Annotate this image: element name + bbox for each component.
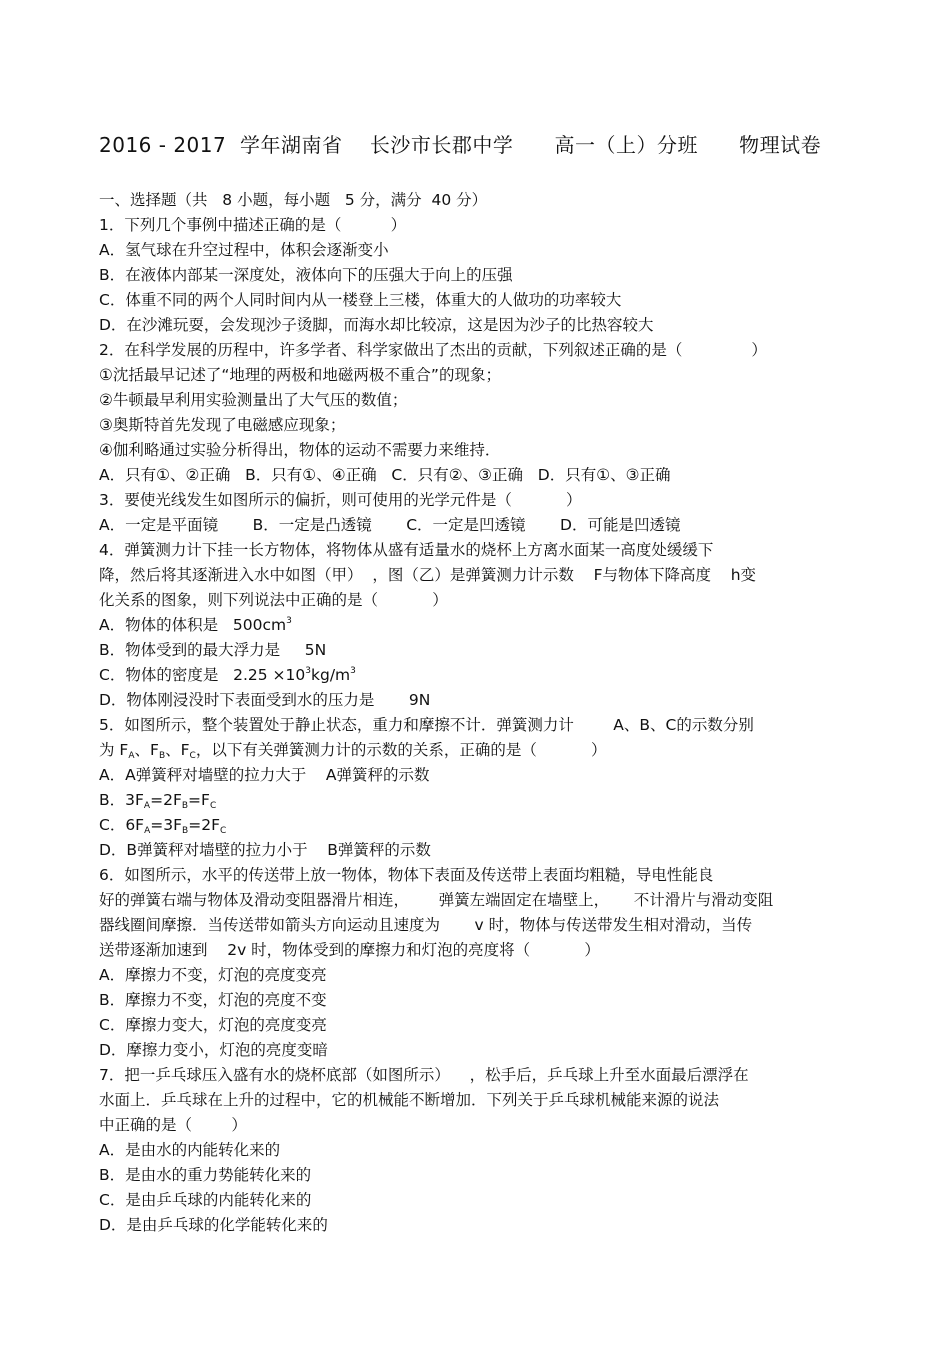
- q2-statement-3: ③奥斯特首先发现了电磁感应现象；: [99, 416, 346, 434]
- q4-stem-line-1: 4．弹簧测力计下挂一长方物体，将物体从盛有适量水的烧杯上方离水面某一高度处缓缓下: [99, 541, 714, 559]
- q7-stem-line-2: 水面上．乒乓球在上升的过程中，它的机械能不断增加．下列关于乒乓球机械能来源的说法: [99, 1091, 720, 1109]
- q4-option-c-unit-exponent: 3: [350, 666, 356, 676]
- q6-stem-line-1: 6．如图所示，水平的传送带上放一物体，物体下表面及传送带上表面均粗糙，导电性能良: [99, 866, 714, 884]
- q4-option-a-text: A．物体的体积是 500cm: [99, 616, 287, 634]
- q4-option-a: [99, 613, 889, 638]
- q5-option-b-subscript: B: [181, 801, 189, 811]
- q7-option-b: B．是由水的重力势能转化来的: [99, 1166, 312, 1184]
- q5-option-b-subscript: C: [209, 801, 217, 811]
- q5-option-b-text: B．3F: [99, 791, 144, 809]
- q7-option-c: C．是由乒乓球的内能转化来的: [99, 1191, 312, 1209]
- q4-option-c-unit: kg/m: [311, 666, 351, 684]
- q5-stem-line-2: [99, 738, 889, 763]
- q4-stem-line-3: 化关系的图象，则下列说法中正确的是（ ）: [99, 591, 448, 609]
- exam-body: [99, 188, 889, 1238]
- q2-statement-1: ①沈括最早记述了“地理的两极和地磁两极不重合”的现象；: [99, 366, 501, 384]
- q1-option-a: A．氢气球在升空过程中，体积会逐渐变小: [99, 241, 389, 259]
- q7-option-a: A．是由水的内能转化来的: [99, 1141, 281, 1159]
- exam-title: 2016 - 2017 学年湖南省 长沙市长郡中学 高一（上）分班 物理试卷: [99, 133, 822, 157]
- section-heading: 一、选择题（共 8 小题，每小题 5 分，满分 40 分）: [99, 191, 488, 209]
- q2-stem: 2．在科学发展的历程中，许多学者、科学家做出了杰出的贡献，下列叙述正确的是（ ）: [99, 341, 767, 359]
- q5-subscript-c: C: [189, 751, 196, 761]
- q4-option-c-text: C．物体的密度是 2.25 ×10: [99, 666, 306, 684]
- q5-stem-line-1: 5．如图所示，整个装置处于静止状态，重力和摩擦不计．弹簧测力计 A、B、C的示数分别: [99, 716, 754, 734]
- q7-option-d: D．是由乒乓球的化学能转化来的: [99, 1216, 328, 1234]
- q1-option-c: C．体重不同的两个人同时间内从一楼登上三楼，体重大的人做功的功率较大: [99, 291, 622, 309]
- q2-options: A．只有①、②正确 B．只有①、④正确 C．只有②、③正确 D．只有①、③正确: [99, 466, 671, 484]
- q4-option-c-exponent: 3: [305, 666, 311, 676]
- q6-option-d: D．摩擦力变小，灯泡的亮度变暗: [99, 1041, 328, 1059]
- q1-stem: 1．下列几个事例中描述正确的是（ ）: [99, 216, 407, 234]
- q5-option-c-text: C．6F: [99, 816, 145, 834]
- q6-stem-line-4: 送带逐渐加速到 2v 时，物体受到的摩擦力和灯泡的亮度将（ ）: [99, 941, 600, 959]
- q5-stem-text: 、F: [134, 741, 159, 759]
- q4-option-b: B．物体受到的最大浮力是 5N: [99, 641, 327, 659]
- q7-stem-line-3: 中正确的是（ ）: [99, 1116, 247, 1134]
- q5-option-c-subscript: B: [182, 826, 189, 836]
- q7-stem-line-1: 7．把一乒乓球压入盛有水的烧杯底部（如图所示） ，松手后，乒乓球上升至水面最后漂浮在: [99, 1066, 749, 1084]
- q5-stem-text: 、F: [165, 741, 190, 759]
- q2-statement-2: ②牛顿最早利用实验测量出了大气压的数值；: [99, 391, 408, 409]
- q4-stem-line-2: 降，然后将其逐渐进入水中如图（甲） ，图（乙）是弹簧测力计示数 F与物体下降高度 h变: [99, 566, 757, 584]
- q1-option-b: B．在液体内部某一深度处，液体向下的压强大于向上的压强: [99, 266, 513, 284]
- q5-option-b: [99, 788, 889, 813]
- q5-subscript-a: A: [128, 751, 135, 761]
- q3-options: A．一定是平面镜 B．一定是凸透镜 C．一定是凹透镜 D．可能是凹透镜: [99, 516, 681, 534]
- q5-subscript-b: B: [158, 751, 166, 761]
- q4-option-a-superscript: 3: [286, 616, 292, 626]
- q5-option-c-subscript: C: [220, 826, 227, 836]
- q6-option-b: B．摩擦力不变，灯泡的亮度不变: [99, 991, 327, 1009]
- q5-stem-text: ，以下有关弹簧测力计的示数的关系，正确的是（ ）: [195, 741, 607, 759]
- q6-option-c: C．摩擦力变大，灯泡的亮度变亮: [99, 1016, 327, 1034]
- q3-stem: 3．要使光线发生如图所示的偏折，则可使用的光学元件是（ ）: [99, 491, 582, 509]
- q5-option-b-text: =F: [188, 791, 210, 809]
- q2-statement-4: ④伽利略通过实验分析得出，物体的运动不需要力来维持．: [99, 441, 501, 459]
- q6-option-a: A．摩擦力不变，灯泡的亮度变亮: [99, 966, 327, 984]
- q4-option-d: D．物体刚浸没时下表面受到水的压力是 9N: [99, 691, 431, 709]
- q6-stem-line-2: 好的弹簧右端与物体及滑动变阻器滑片相连， 弹簧左端固定在墙壁上， 不计滑片与滑动变阻: [99, 891, 774, 909]
- q5-option-c-subscript: A: [144, 826, 151, 836]
- q6-stem-line-3: 器线圈间摩擦．当传送带如箭头方向运动且速度为 v 时，物体与传送带发生相对滑动，当传: [99, 916, 753, 934]
- q5-option-d: D．B弹簧秤对墙壁的拉力小于 B弹簧秤的示数: [99, 841, 431, 859]
- q5-option-a: A．A弹簧秤对墙壁的拉力大于 A弹簧秤的示数: [99, 766, 430, 784]
- q4-option-c: [99, 663, 889, 688]
- q5-option-c-text: =2F: [188, 816, 220, 834]
- q5-option-c: [99, 813, 889, 838]
- q5-option-c-text: =3F: [150, 816, 183, 834]
- q5-option-b-text: =2F: [150, 791, 182, 809]
- q5-stem-text: 为 F: [99, 741, 129, 759]
- q5-option-b-subscript: A: [143, 801, 151, 811]
- q1-option-d: D．在沙滩玩耍，会发现沙子烫脚，而海水却比较凉，这是因为沙子的比热容较大: [99, 316, 654, 334]
